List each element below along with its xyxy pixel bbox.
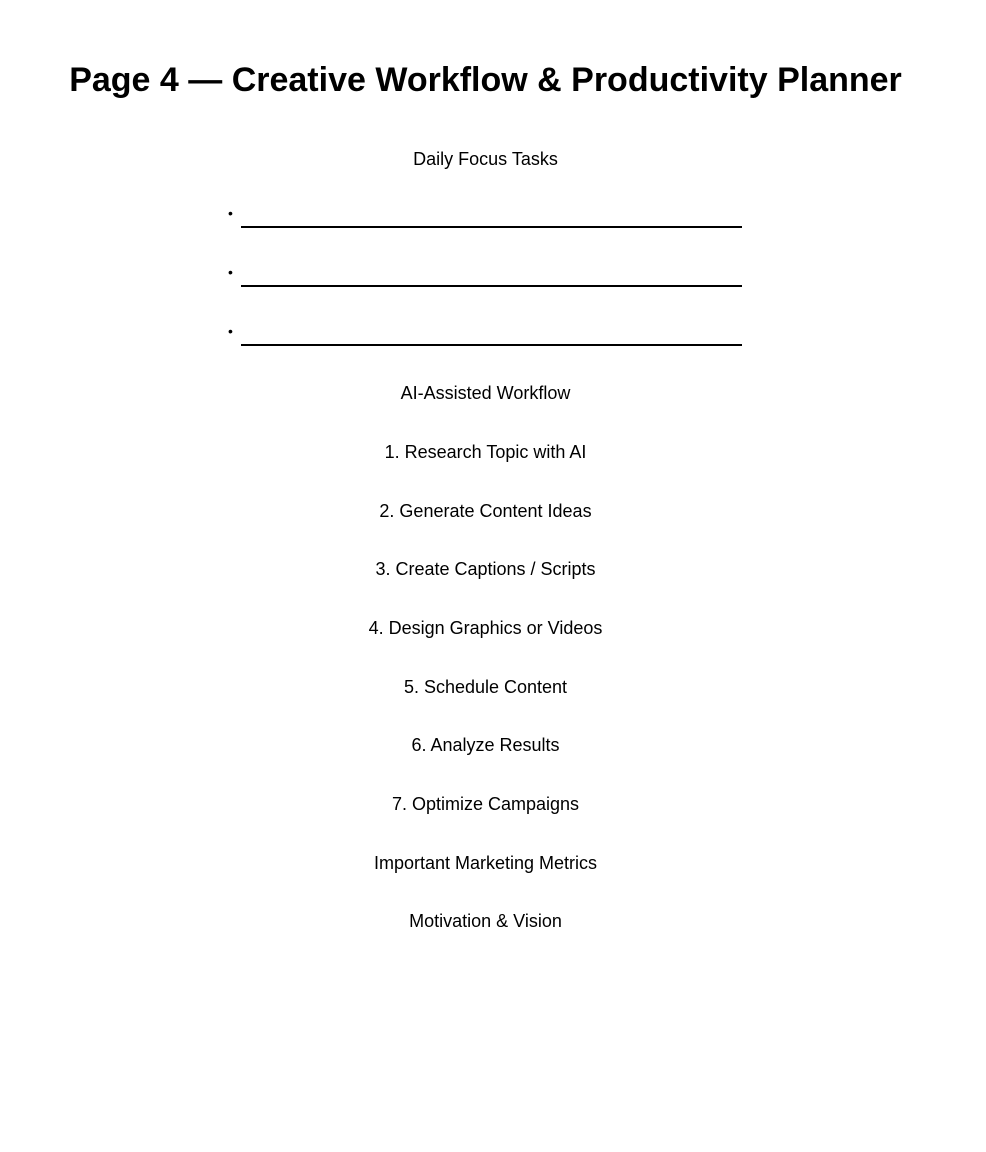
workflow-step-6: 6. Analyze Results: [411, 735, 560, 755]
metrics-heading: Important Marketing Metrics: [373, 853, 598, 873]
focus-task-blank-line: [241, 344, 742, 346]
workflow-step-7: 7. Optimize Campaigns: [391, 794, 580, 814]
focus-task-blank-line: [241, 226, 742, 228]
motivation-heading: Motivation & Vision: [409, 911, 562, 931]
daily-focus-heading: Daily Focus Tasks: [413, 149, 558, 169]
focus-task-blank-line: [241, 285, 742, 287]
bullet-icon: •: [228, 205, 233, 221]
focus-task-row-2: [228, 265, 742, 287]
workflow-step-4: 4. Design Graphics or Videos: [368, 618, 603, 638]
workflow-heading: AI-Assisted Workflow: [400, 383, 571, 403]
workflow-step-5: 5. Schedule Content: [403, 677, 568, 697]
focus-task-row-3: [228, 324, 742, 346]
page-title: Page 4 — Creative Workflow & Productivity Planner: [69, 61, 902, 99]
workflow-step-2: 2. Generate Content Ideas: [379, 501, 592, 521]
focus-task-row-1: [228, 206, 742, 228]
bullet-icon: •: [228, 264, 233, 280]
workflow-step-1: 1. Research Topic with AI: [384, 442, 587, 462]
bullet-icon: •: [228, 323, 233, 339]
workflow-step-3: 3. Create Captions / Scripts: [375, 559, 596, 579]
